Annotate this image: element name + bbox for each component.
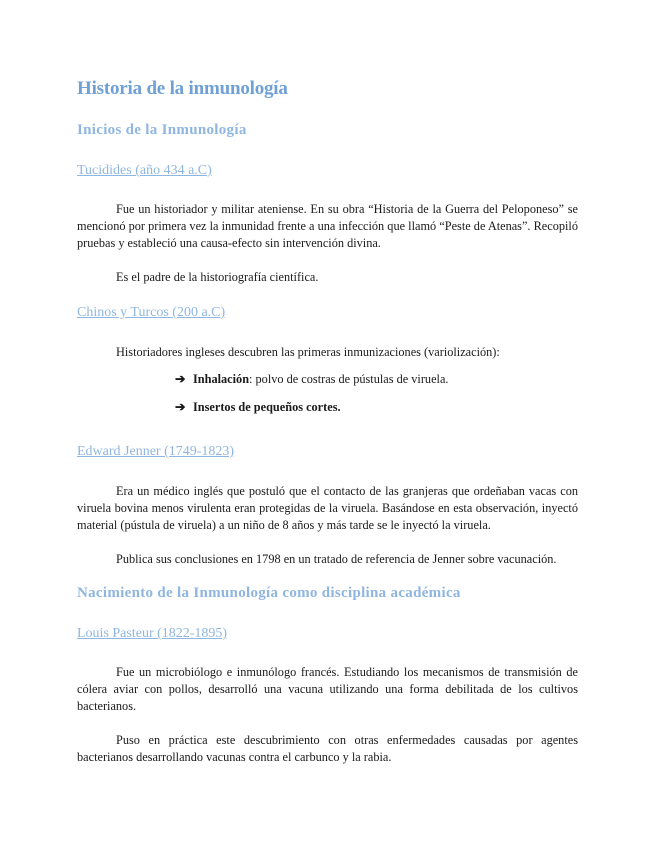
subheading-tucidides: Tucidides (año 434 a.C): [77, 163, 212, 178]
bullet-bold-text: Insertos de pequeños cortes.: [193, 400, 341, 414]
section-heading-nacimiento: Nacimiento de la Inmunología como disciplina académica: [77, 585, 461, 601]
arrow-right-icon: ➔: [175, 400, 186, 414]
subheading-pasteur: Louis Pasteur (1822-1895): [77, 626, 228, 641]
paragraph-tucidides-1: Fue un historiador y militar ateniense. En su obra “Historia de la Guerra del Peloponeso” se mencionó por primera vez la inmunidad frente a una infección que llamó “Peste de Atenas”. Recopiló pruebas y estableció una causa-efecto sin intervención divina.: [77, 202, 578, 250]
bullet-inhalacion: [175, 372, 448, 387]
bullet-insertos: [175, 400, 341, 415]
paragraph-jenner-2: Publica sus conclusiones en 1798 en un tratado de referencia de Jenner sobre vacunación.: [116, 552, 557, 566]
subheading-chinos-turcos: Chinos y Turcos (200 a.C): [77, 305, 226, 320]
arrow-right-icon: ➔: [175, 372, 186, 386]
bullet-bold-text: Inhalación: [193, 372, 250, 386]
paragraph-pasteur-2: Puso en práctica este descubrimiento con otras enfermedades causadas por agentes bacterianos desarrollando vacunas contra el carbunco y la rabia.: [77, 733, 578, 764]
paragraph-tucidides-2: Es el padre de la historiografía científica.: [116, 270, 319, 284]
paragraph-chinos-1: Historiadores ingleses descubren las primeras inmunizaciones (variolización):: [116, 345, 500, 359]
paragraph-pasteur-1: Fue un microbiólogo e inmunólogo francés. Estudiando los mecanismos de transmisión de cólera aviar con pollos, desarrolló una vacuna utilizando una forma debilitada de los cultivos bacterianos.: [77, 665, 578, 713]
subheading-jenner: Edward Jenner (1749-1823): [77, 444, 235, 459]
bullet-text: : polvo de costras de pústulas de viruela.: [249, 372, 449, 386]
paragraph-jenner-1: Era un médico inglés que postuló que el contacto de las granjeras que ordeñaban vacas con viruela bovina menos virulenta eran protegidas de la viruela. Basándose en esta observación, inyectó material (pústula de viruela) a un niño de 8 años y más tarde se le inyectó la viruela.: [77, 484, 578, 532]
section-heading-inicios: Inicios de la Inmunología: [77, 122, 247, 138]
document-title: Historia de la inmunología: [77, 78, 288, 99]
